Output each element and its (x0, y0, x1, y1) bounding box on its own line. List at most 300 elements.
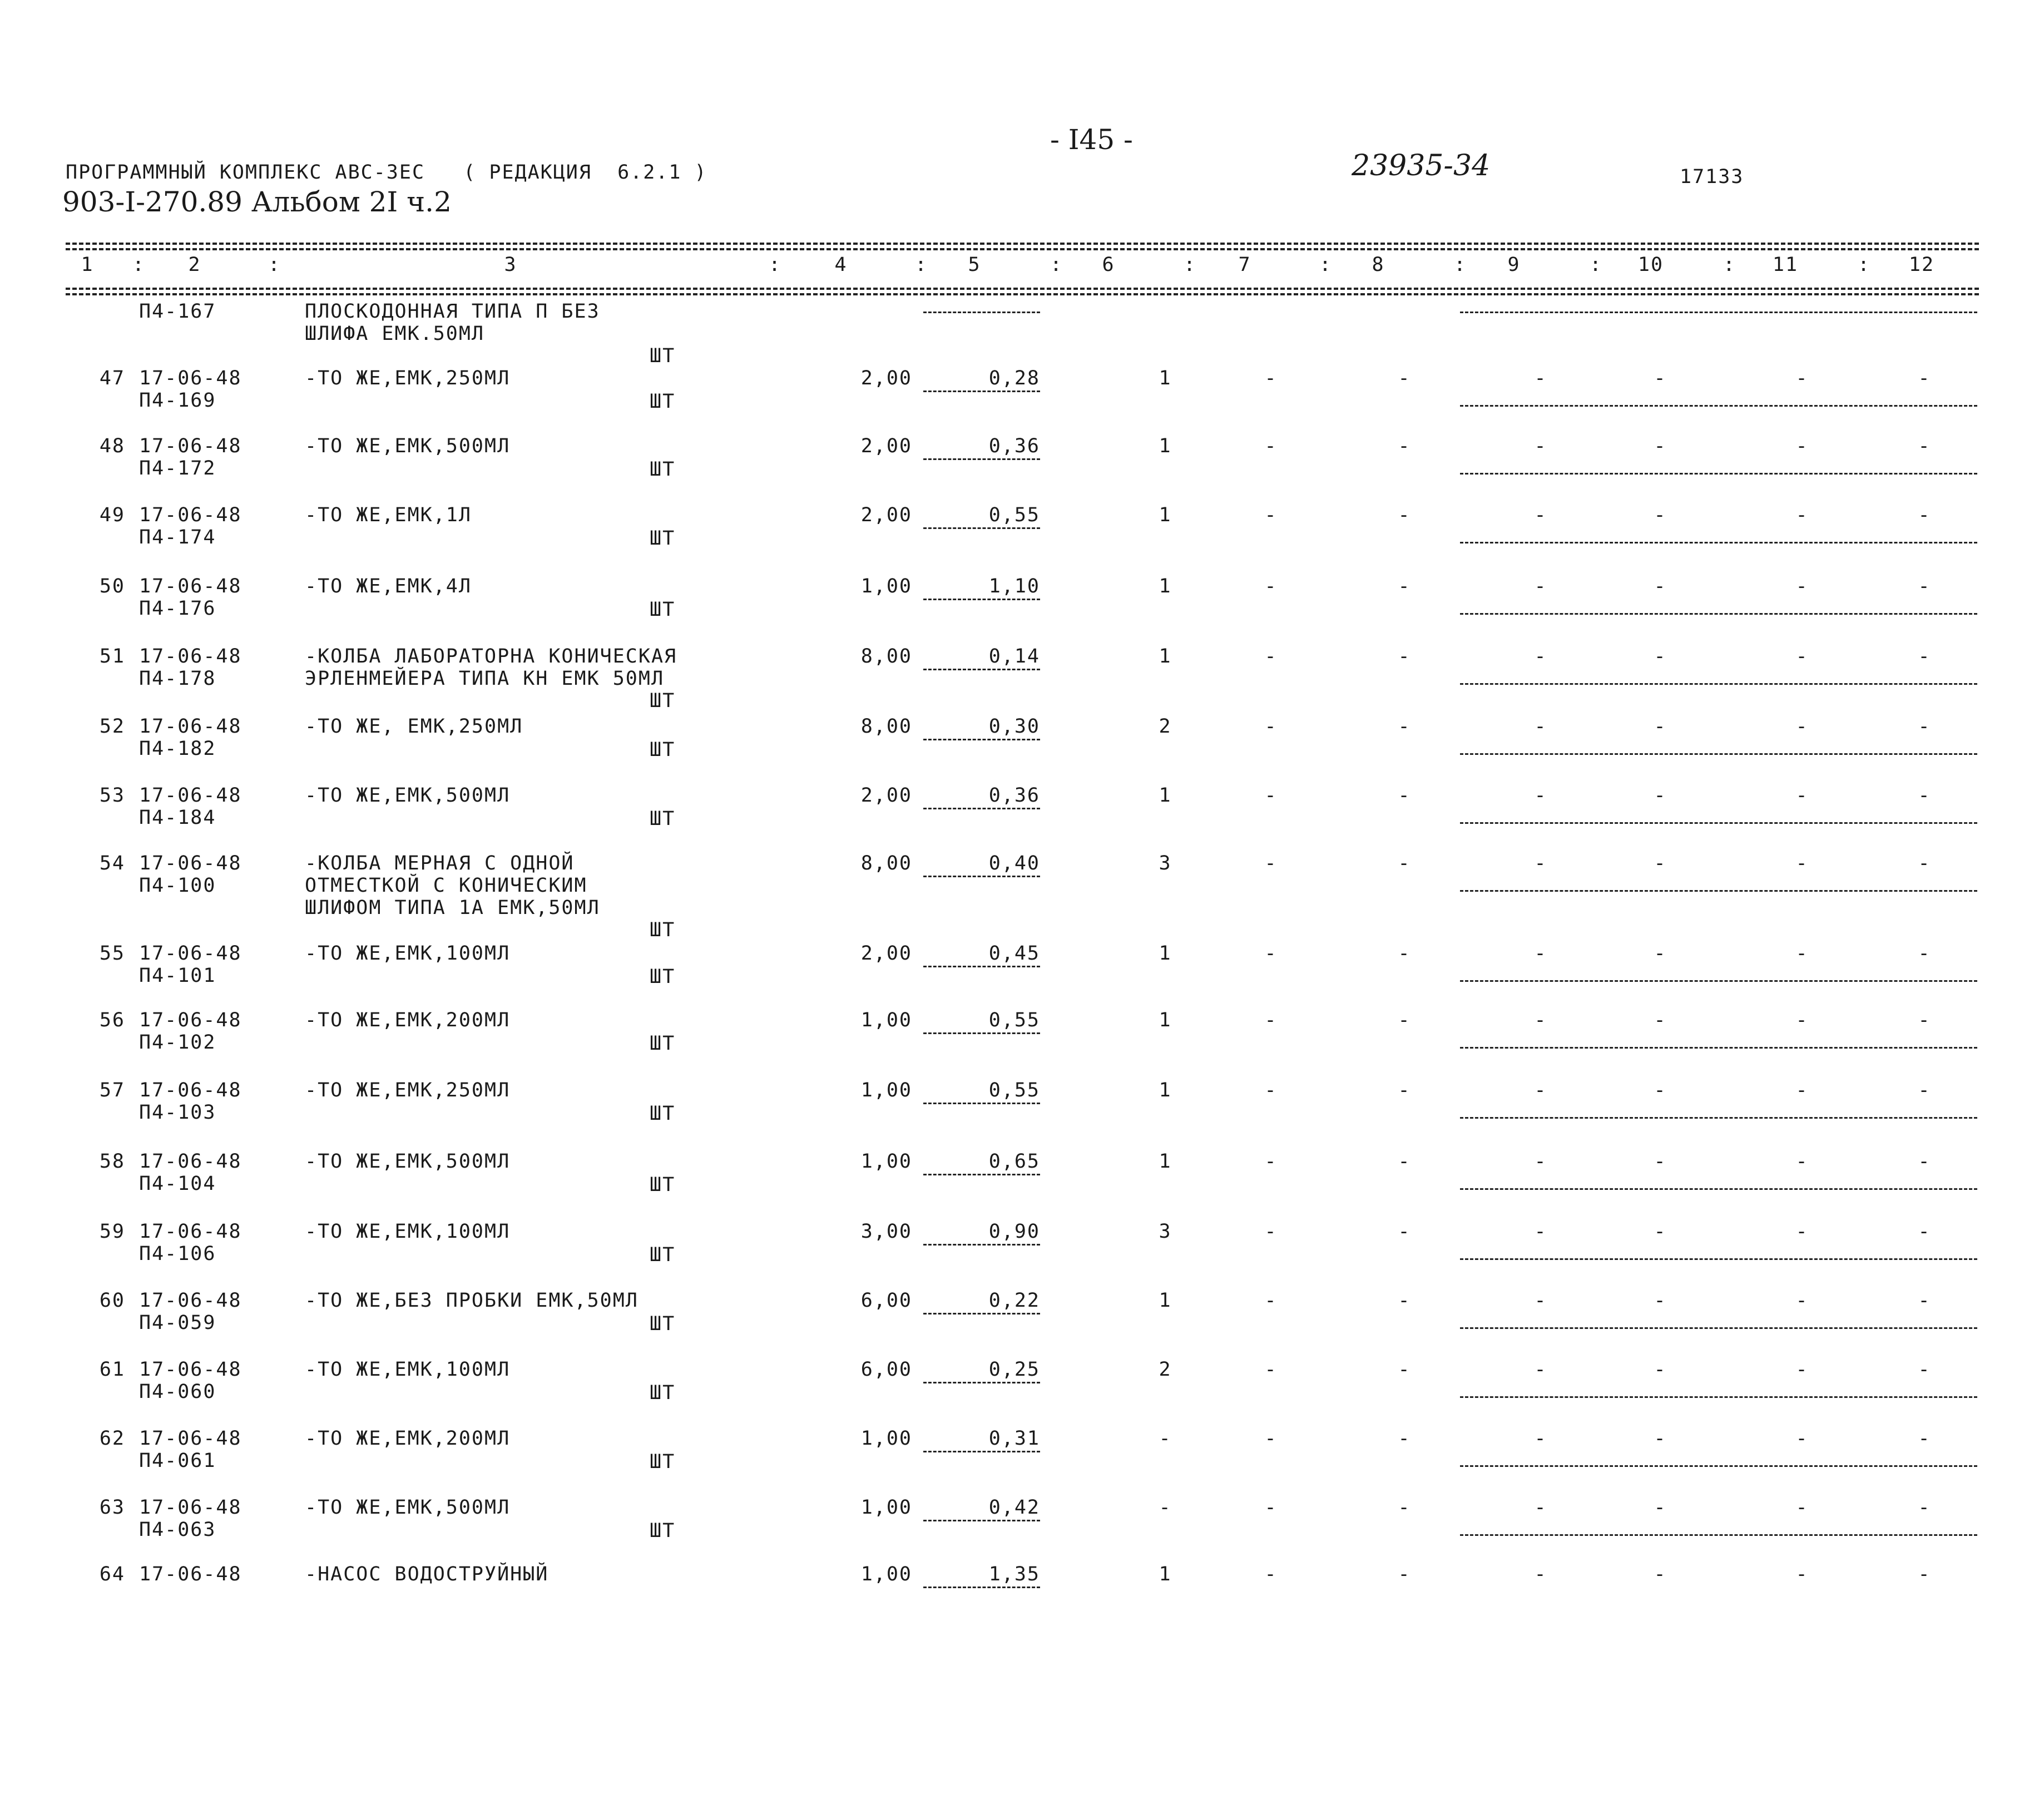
cell-c11: - (1795, 1220, 1809, 1243)
cell-c12: - (1918, 1496, 1931, 1519)
cell-divider (1460, 890, 1977, 892)
cell-divider (1460, 613, 1977, 615)
document-code: 17133 (1680, 166, 1744, 188)
cell-c12: - (1918, 367, 1931, 389)
cell-c4: 8,00 (860, 715, 912, 738)
cell-name: -ТО ЖЕ,ЕМК,200МЛ (305, 1009, 511, 1031)
cell-c8: - (1398, 645, 1411, 668)
cell-c4: 1,00 (860, 1496, 912, 1519)
cell-divider (923, 1587, 1040, 1588)
cell-divider (923, 876, 1040, 877)
cell-name: ПЛОСКОДОННАЯ ТИПА П БЕЗ ШЛИФА ЕМК.50МЛ (305, 300, 600, 345)
cell-c7: - (1264, 1220, 1278, 1243)
cell-c7: - (1264, 1496, 1278, 1519)
cell-c9: - (1534, 1358, 1547, 1381)
cell-c7: - (1264, 367, 1278, 389)
cell-c11: - (1795, 1427, 1809, 1450)
cell-c11: - (1795, 715, 1809, 738)
cell-code: 17-06-48 П4-104 (139, 1150, 242, 1195)
cell-code: 17-06-48 П4-106 (139, 1220, 242, 1265)
cell-c12: - (1918, 1150, 1931, 1173)
cell-c11: - (1795, 1358, 1809, 1381)
cell-c12: - (1918, 942, 1931, 965)
cell-code: 17-06-48 П4-169 (139, 367, 242, 412)
cell-c6: 1 (1159, 504, 1172, 526)
column-header: 6 (1102, 254, 1115, 276)
cell-n: 59 (99, 1220, 125, 1243)
table-top-rule (66, 243, 1979, 245)
cell-c12: - (1918, 1009, 1931, 1031)
cell-code: 17-06-48 П4-184 (139, 784, 242, 829)
cell-c7: - (1264, 1563, 1278, 1585)
cell-code: 17-06-48 П4-101 (139, 942, 242, 987)
column-header: 3 (504, 254, 517, 276)
column-separator: : (1454, 254, 1467, 276)
cell-divider (923, 1032, 1040, 1034)
cell-code: 17-06-48 П4-063 (139, 1496, 242, 1541)
column-header: 7 (1238, 254, 1251, 276)
cell-divider (1460, 1258, 1977, 1260)
cell-unit: ШТ (650, 1520, 676, 1542)
cell-c6: 1 (1159, 942, 1172, 965)
cell-c9: - (1534, 504, 1547, 526)
cell-c7: - (1264, 1009, 1278, 1031)
cell-n: 52 (99, 715, 125, 738)
cell-divider (1460, 753, 1977, 755)
cell-c12: - (1918, 575, 1931, 597)
cell-c5: 0,55 (988, 1009, 1040, 1031)
cell-n: 48 (99, 435, 125, 457)
cell-c4: 1,00 (860, 1079, 912, 1101)
cell-name: -ТО ЖЕ,ЕМК,250МЛ (305, 1079, 511, 1101)
cell-c11: - (1795, 1289, 1809, 1312)
cell-n: 57 (99, 1079, 125, 1101)
cell-c6: 1 (1159, 367, 1172, 389)
cell-c6: 1 (1159, 1009, 1172, 1031)
cell-c10: - (1654, 1220, 1667, 1243)
cell-c4: 3,00 (860, 1220, 912, 1243)
cell-c10: - (1654, 1079, 1667, 1101)
column-separator: : (1590, 254, 1603, 276)
cell-c4: 6,00 (860, 1289, 912, 1312)
cell-c5: 0,65 (988, 1150, 1040, 1173)
cell-n: 56 (99, 1009, 125, 1031)
cell-c10: - (1654, 852, 1667, 874)
column-separator: : (1858, 254, 1871, 276)
cell-c7: - (1264, 575, 1278, 597)
cell-c4: 1,00 (860, 575, 912, 597)
cell-c4: 1,00 (860, 1150, 912, 1173)
cell-unit: ШТ (650, 391, 676, 413)
cell-c11: - (1795, 367, 1809, 389)
cell-c8: - (1398, 1009, 1411, 1031)
cell-c6: 3 (1159, 1220, 1172, 1243)
cell-unit: ШТ (650, 1032, 676, 1055)
cell-c4: 6,00 (860, 1358, 912, 1381)
cell-c12: - (1918, 1079, 1931, 1101)
cell-c7: - (1264, 1289, 1278, 1312)
cell-c8: - (1398, 715, 1411, 738)
cell-c11: - (1795, 784, 1809, 807)
cell-c6: 1 (1159, 1079, 1172, 1101)
cell-c8: - (1398, 504, 1411, 526)
column-separator: : (1319, 254, 1333, 276)
cell-c5: 0,42 (988, 1496, 1040, 1519)
cell-c10: - (1654, 784, 1667, 807)
cell-c11: - (1795, 575, 1809, 597)
cell-c7: - (1264, 942, 1278, 965)
cell-code: 17-06-48 П4-061 (139, 1427, 242, 1472)
cell-c8: - (1398, 1496, 1411, 1519)
cell-divider (923, 1244, 1040, 1246)
document-number: 23935-34 (1352, 149, 1491, 182)
cell-c12: - (1918, 784, 1931, 807)
cell-name: -ТО ЖЕ,ЕМК,500МЛ (305, 1150, 511, 1173)
cell-c10: - (1654, 1427, 1667, 1450)
cell-n: 60 (99, 1289, 125, 1312)
cell-c6: 1 (1159, 1150, 1172, 1173)
cell-c7: - (1264, 1150, 1278, 1173)
cell-c9: - (1534, 645, 1547, 668)
cell-divider (923, 527, 1040, 529)
cell-c10: - (1654, 1289, 1667, 1312)
cell-c11: - (1795, 1496, 1809, 1519)
cell-n: 51 (99, 645, 125, 668)
cell-n: 63 (99, 1496, 125, 1519)
header-bottom-rule (66, 288, 1979, 290)
column-separator: : (915, 254, 928, 276)
cell-code: 17-06-48 П4-178 (139, 645, 242, 690)
cell-code: 17-06-48 П4-182 (139, 715, 242, 760)
column-separator: : (1184, 254, 1197, 276)
column-header: 4 (834, 254, 848, 276)
cell-c10: - (1654, 1009, 1667, 1031)
cell-name: -ТО ЖЕ,ЕМК,500МЛ (305, 435, 511, 457)
cell-c8: - (1398, 367, 1411, 389)
cell-c10: - (1654, 504, 1667, 526)
cell-c9: - (1534, 1009, 1547, 1031)
cell-c8: - (1398, 1427, 1411, 1450)
cell-c8: - (1398, 435, 1411, 457)
cell-divider (1460, 542, 1977, 543)
cell-divider (923, 1174, 1040, 1175)
cell-c4: 2,00 (860, 367, 912, 389)
cell-unit: ШТ (650, 1174, 676, 1196)
cell-c4: 1,00 (860, 1563, 912, 1585)
cell-n: 47 (99, 367, 125, 389)
cell-n: 61 (99, 1358, 125, 1381)
cell-c9: - (1534, 575, 1547, 597)
cell-c5: 1,35 (988, 1563, 1040, 1585)
cell-c10: - (1654, 435, 1667, 457)
cell-c10: - (1654, 1358, 1667, 1381)
cell-unit: ШТ (650, 458, 676, 481)
cell-c5: 0,28 (988, 367, 1040, 389)
column-separator: : (268, 254, 281, 276)
cell-c12: - (1918, 645, 1931, 668)
column-header: 5 (968, 254, 981, 276)
cell-c9: - (1534, 1220, 1547, 1243)
cell-code: 17-06-48 П4-176 (139, 575, 242, 620)
cell-c9: - (1534, 1289, 1547, 1312)
cell-c7: - (1264, 1079, 1278, 1101)
cell-c10: - (1654, 1563, 1667, 1585)
column-separator: : (769, 254, 782, 276)
column-separator: : (1723, 254, 1736, 276)
cell-name: -ТО ЖЕ,ЕМК,100МЛ (305, 1220, 511, 1243)
cell-c5: 0,90 (988, 1220, 1040, 1243)
cell-c8: - (1398, 1079, 1411, 1101)
cell-c12: - (1918, 852, 1931, 874)
cell-name: -ТО ЖЕ,ЕМК,500МЛ (305, 1496, 511, 1519)
cell-c9: - (1534, 1563, 1547, 1585)
cell-c6: 1 (1159, 784, 1172, 807)
cell-divider (1460, 1534, 1977, 1536)
cell-c4: 2,00 (860, 784, 912, 807)
column-header: 8 (1372, 254, 1385, 276)
cell-c5: 0,14 (988, 645, 1040, 668)
cell-c6: 1 (1159, 1563, 1172, 1585)
cell-c5: 0,22 (988, 1289, 1040, 1312)
cell-code: 17-06-48 П4-060 (139, 1358, 242, 1403)
cell-unit: ШТ (650, 690, 676, 712)
cell-c7: - (1264, 715, 1278, 738)
column-header: 1 (81, 254, 94, 276)
column-header: 9 (1507, 254, 1521, 276)
cell-c4: 1,00 (860, 1427, 912, 1450)
cell-divider (1460, 1396, 1977, 1398)
column-header: 12 (1908, 254, 1935, 276)
cell-name: -ТО ЖЕ,ЕМК,200МЛ (305, 1427, 511, 1450)
album-title: 903-I-270.89 Альбом 2I ч.2 (62, 186, 452, 218)
cell-c7: - (1264, 1358, 1278, 1381)
cell-c6: - (1159, 1496, 1172, 1519)
page-number: - I45 - (1050, 123, 1133, 156)
cell-c11: - (1795, 942, 1809, 965)
cell-name: -ТО ЖЕ,БЕЗ ПРОБКИ ЕМК,50МЛ (305, 1289, 639, 1312)
cell-c5: 0,55 (988, 1079, 1040, 1101)
cell-divider (923, 1103, 1040, 1104)
cell-divider (1460, 980, 1977, 982)
cell-c4: 8,00 (860, 852, 912, 874)
cell-c9: - (1534, 1150, 1547, 1173)
cell-unit: ШТ (650, 1103, 676, 1125)
cell-c8: - (1398, 1220, 1411, 1243)
cell-name: -ТО ЖЕ,ЕМК,250МЛ (305, 367, 511, 389)
cell-c6: 1 (1159, 1289, 1172, 1312)
cell-c6: 1 (1159, 575, 1172, 597)
cell-name: -ТО ЖЕ,ЕМК,100МЛ (305, 1358, 511, 1381)
cell-c5: 1,10 (988, 575, 1040, 597)
cell-c7: - (1264, 435, 1278, 457)
cell-unit: ШТ (650, 1244, 676, 1266)
cell-unit: ШТ (650, 1382, 676, 1404)
cell-c9: - (1534, 784, 1547, 807)
cell-c12: - (1918, 1220, 1931, 1243)
cell-c8: - (1398, 1563, 1411, 1585)
cell-unit: ШТ (650, 739, 676, 761)
cell-code: 17-06-48 П4-174 (139, 504, 242, 548)
cell-n: 62 (99, 1427, 125, 1450)
cell-c4: 8,00 (860, 645, 912, 668)
cell-divider (923, 458, 1040, 460)
cell-c4: 2,00 (860, 435, 912, 457)
cell-c11: - (1795, 435, 1809, 457)
cell-c11: - (1795, 1009, 1809, 1031)
cell-c4: 2,00 (860, 942, 912, 965)
cell-c7: - (1264, 784, 1278, 807)
cell-name: -ТО ЖЕ, ЕМК,250МЛ (305, 715, 523, 738)
cell-divider (923, 312, 1040, 313)
cell-c7: - (1264, 504, 1278, 526)
cell-c9: - (1534, 367, 1547, 389)
cell-c12: - (1918, 435, 1931, 457)
cell-c9: - (1534, 715, 1547, 738)
cell-c9: - (1534, 1427, 1547, 1450)
cell-n: 53 (99, 784, 125, 807)
cell-unit: ШТ (650, 599, 676, 621)
cell-c10: - (1654, 367, 1667, 389)
cell-name: -ТО ЖЕ,ЕМК,4Л (305, 575, 472, 597)
cell-c10: - (1654, 1150, 1667, 1173)
cell-c8: - (1398, 852, 1411, 874)
header-bottom-rule (66, 293, 1979, 295)
cell-c10: - (1654, 715, 1667, 738)
column-header: 2 (188, 254, 201, 276)
cell-code: П4-167 (139, 300, 216, 323)
cell-divider (923, 1382, 1040, 1383)
cell-code: 17-06-48 (139, 1563, 242, 1585)
cell-divider (1460, 473, 1977, 475)
cell-c12: - (1918, 1563, 1931, 1585)
table-top-rule (66, 248, 1979, 250)
cell-c10: - (1654, 1496, 1667, 1519)
cell-n: 58 (99, 1150, 125, 1173)
cell-c5: 0,36 (988, 784, 1040, 807)
cell-c8: - (1398, 575, 1411, 597)
column-header: 11 (1772, 254, 1799, 276)
cell-c6: - (1159, 1427, 1172, 1450)
cell-c11: - (1795, 504, 1809, 526)
cell-name: -ТО ЖЕ,ЕМК,100МЛ (305, 942, 511, 965)
cell-divider (923, 739, 1040, 740)
cell-divider (1460, 1188, 1977, 1190)
cell-divider (923, 599, 1040, 600)
cell-divider (1460, 1117, 1977, 1119)
cell-name: -КОЛБА МЕРНАЯ С ОДНОЙ ОТМЕСТКОЙ С КОНИЧЕСКИМ ШЛИФОМ ТИПА 1А ЕМК,50МЛ (305, 852, 600, 919)
cell-c6: 1 (1159, 645, 1172, 668)
cell-code: 17-06-48 П4-102 (139, 1009, 242, 1054)
cell-code: 17-06-48 П4-103 (139, 1079, 242, 1124)
cell-name: -НАСОС ВОДОСТРУЙНЫЙ (305, 1563, 549, 1585)
cell-name: -ТО ЖЕ,ЕМК,1Л (305, 504, 472, 526)
cell-c4: 2,00 (860, 504, 912, 526)
cell-c12: - (1918, 715, 1931, 738)
cell-c11: - (1795, 852, 1809, 874)
column-header: 10 (1637, 254, 1664, 276)
cell-n: 55 (99, 942, 125, 965)
cell-code: 17-06-48 П4-100 (139, 852, 242, 897)
cell-unit: ШТ (650, 966, 676, 988)
cell-n: 54 (99, 852, 125, 874)
cell-c8: - (1398, 942, 1411, 965)
cell-unit: ШТ (650, 808, 676, 830)
cell-divider (923, 808, 1040, 809)
cell-divider (923, 1313, 1040, 1314)
cell-name: -КОЛБА ЛАБОРАТОРНА КОНИЧЕСКАЯ ЭРЛЕНМЕЙЕРА ТИПА КН ЕМК 50МЛ (305, 645, 677, 690)
cell-unit: ШТ (650, 919, 676, 941)
cell-c10: - (1654, 645, 1667, 668)
cell-divider (1460, 1327, 1977, 1329)
cell-c6: 3 (1159, 852, 1172, 874)
program-title: ПРОГРАММНЫЙ КОМПЛЕКС АВС-3ЕС ( РЕДАКЦИЯ 6.2.1 ) (66, 161, 707, 184)
cell-unit: ШТ (650, 1313, 676, 1335)
cell-c10: - (1654, 575, 1667, 597)
cell-c11: - (1795, 1563, 1809, 1585)
cell-divider (923, 966, 1040, 967)
cell-c5: 0,55 (988, 504, 1040, 526)
cell-c12: - (1918, 1427, 1931, 1450)
cell-c10: - (1654, 942, 1667, 965)
cell-divider (923, 1520, 1040, 1521)
cell-n: 50 (99, 575, 125, 597)
cell-c5: 0,31 (988, 1427, 1040, 1450)
cell-divider (1460, 1465, 1977, 1467)
cell-code: 17-06-48 П4-172 (139, 435, 242, 480)
cell-c9: - (1534, 942, 1547, 965)
cell-divider (1460, 312, 1977, 313)
cell-c6: 2 (1159, 1358, 1172, 1381)
cell-n: 64 (99, 1563, 125, 1585)
cell-c5: 0,36 (988, 435, 1040, 457)
column-separator: : (1050, 254, 1063, 276)
cell-c5: 0,45 (988, 942, 1040, 965)
cell-c7: - (1264, 852, 1278, 874)
cell-c12: - (1918, 504, 1931, 526)
cell-c7: - (1264, 645, 1278, 668)
cell-c5: 0,25 (988, 1358, 1040, 1381)
cell-unit: ШТ (650, 345, 676, 367)
cell-divider (923, 1451, 1040, 1452)
cell-c9: - (1534, 1496, 1547, 1519)
cell-c5: 0,30 (988, 715, 1040, 738)
cell-c6: 1 (1159, 435, 1172, 457)
cell-c11: - (1795, 1150, 1809, 1173)
cell-divider (1460, 683, 1977, 685)
cell-code: 17-06-48 П4-059 (139, 1289, 242, 1334)
cell-name: -ТО ЖЕ,ЕМК,500МЛ (305, 784, 511, 807)
cell-c6: 2 (1159, 715, 1172, 738)
cell-c5: 0,40 (988, 852, 1040, 874)
cell-divider (1460, 822, 1977, 824)
cell-c9: - (1534, 1079, 1547, 1101)
cell-n: 49 (99, 504, 125, 526)
cell-c8: - (1398, 1358, 1411, 1381)
cell-c11: - (1795, 645, 1809, 668)
cell-c7: - (1264, 1427, 1278, 1450)
cell-c9: - (1534, 852, 1547, 874)
cell-c9: - (1534, 435, 1547, 457)
cell-c12: - (1918, 1358, 1931, 1381)
cell-divider (1460, 1047, 1977, 1049)
cell-c4: 1,00 (860, 1009, 912, 1031)
column-separator: : (132, 254, 146, 276)
cell-divider (923, 669, 1040, 670)
cell-c8: - (1398, 784, 1411, 807)
cell-divider (923, 391, 1040, 392)
cell-unit: ШТ (650, 527, 676, 550)
cell-c8: - (1398, 1150, 1411, 1173)
